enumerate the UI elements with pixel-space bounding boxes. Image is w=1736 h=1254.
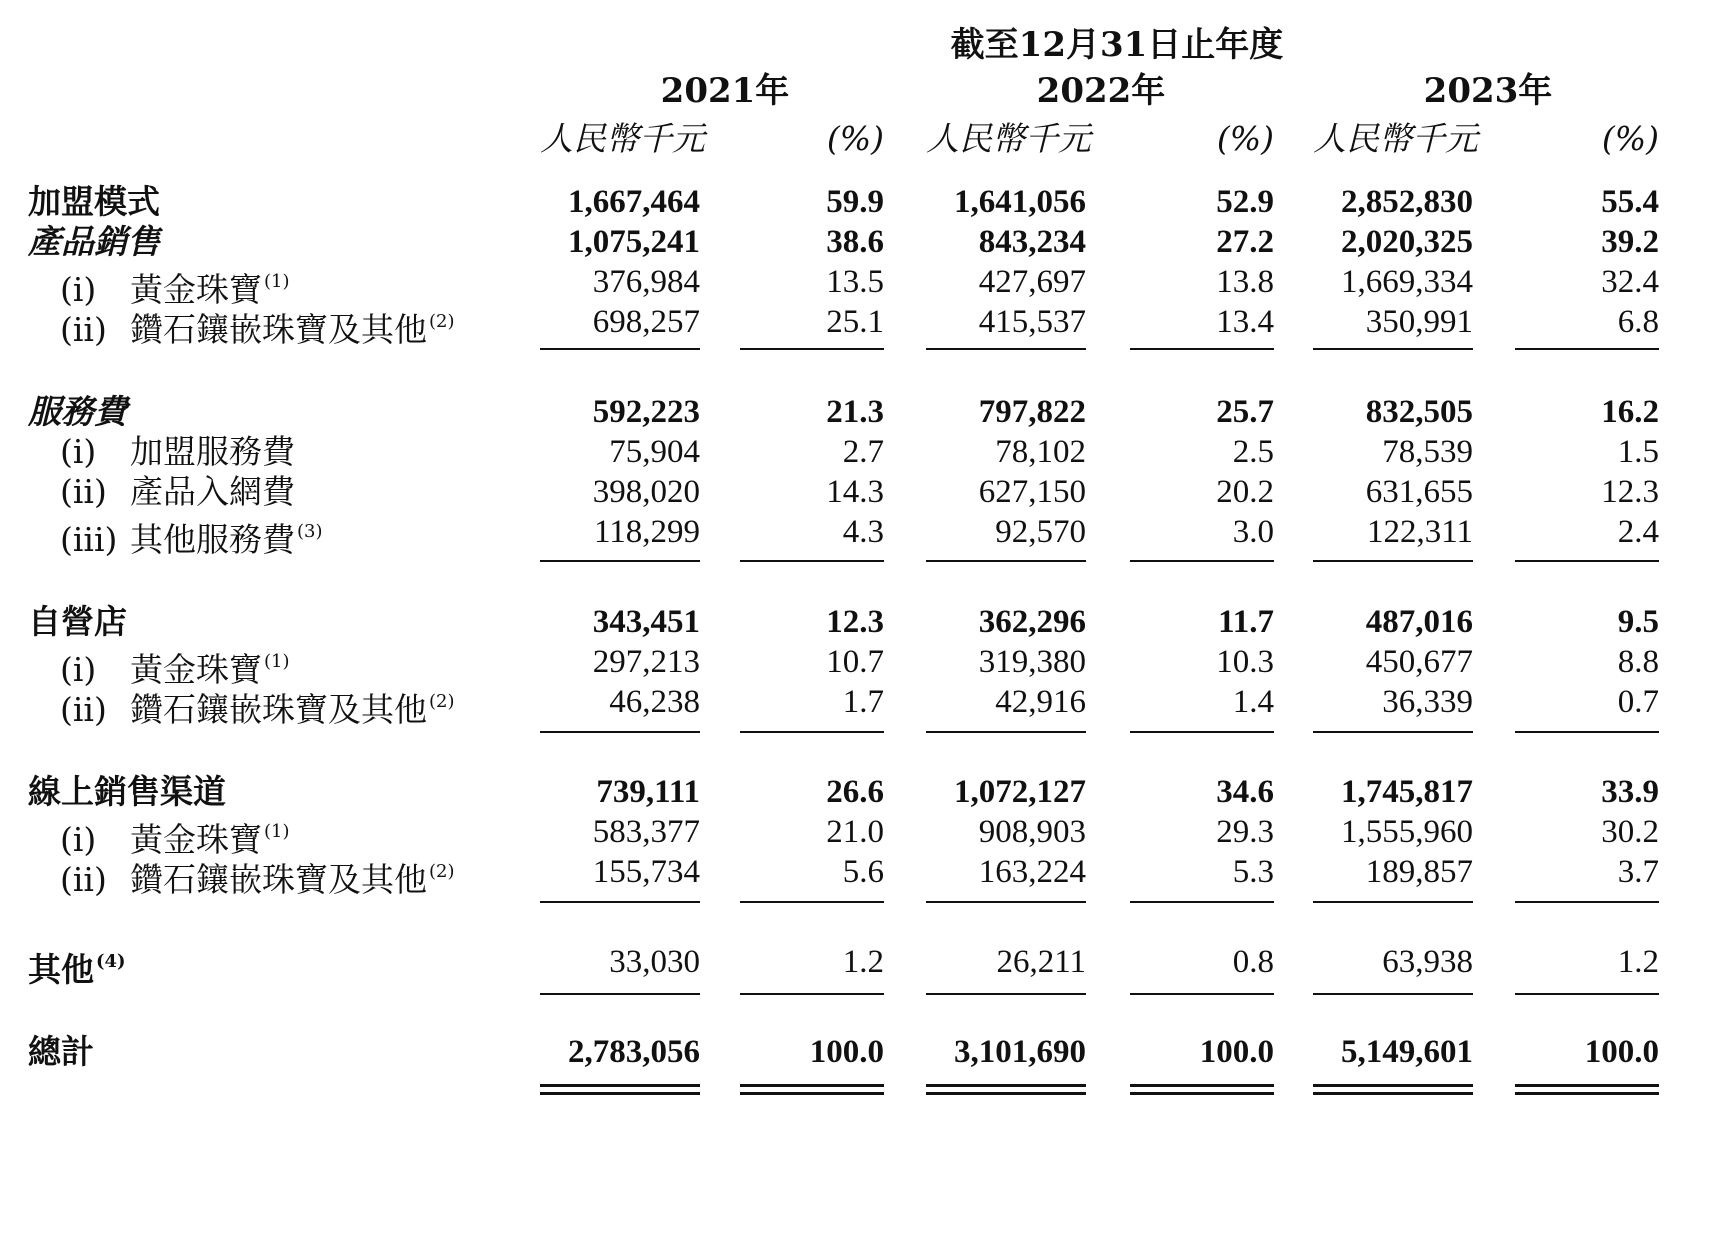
row-label-text: 自營店 xyxy=(28,602,127,641)
underline-rule xyxy=(1515,901,1659,903)
percent-cell: 59.9 xyxy=(826,184,884,220)
row-label-text: 服務費 xyxy=(28,392,127,431)
row-label-text: 加盟模式 xyxy=(28,182,160,221)
percent-cell: 0.7 xyxy=(1617,684,1659,720)
row-label-text: 產品入網費 xyxy=(130,472,295,511)
amount-cell: 26,211 xyxy=(996,944,1086,980)
underline-rule xyxy=(540,560,700,562)
row-label xyxy=(28,390,127,434)
percent-cell: 2.4 xyxy=(1617,514,1659,550)
table-row xyxy=(0,220,1736,264)
amount-cell: 118,299 xyxy=(593,514,700,550)
amount-cell: 33,030 xyxy=(609,944,700,980)
amount-cell: 376,984 xyxy=(592,264,700,300)
percent-cell: 6.8 xyxy=(1617,304,1659,340)
total-double-rule xyxy=(740,1084,884,1095)
underline-rule xyxy=(1515,993,1659,995)
underline-rule xyxy=(1313,993,1473,995)
amount-cell: 487,016 xyxy=(1365,604,1473,640)
percent-cell: 21.0 xyxy=(826,814,884,850)
amount-cell: 1,555,960 xyxy=(1341,814,1473,850)
row-label xyxy=(28,940,126,992)
row-label-text: 黃金珠寶 xyxy=(130,820,262,859)
underline-rule xyxy=(1313,901,1473,903)
percent-cell: 5.6 xyxy=(842,854,884,890)
table-row xyxy=(0,1030,1736,1074)
row-label-text: 總計 xyxy=(28,1032,94,1071)
total-double-rule xyxy=(1515,1084,1659,1095)
amount-cell: 450,677 xyxy=(1365,644,1473,680)
amount-cell: 155,734 xyxy=(592,854,700,890)
underline-rule xyxy=(926,993,1086,995)
percent-cell: 34.6 xyxy=(1216,774,1274,810)
table-row xyxy=(0,180,1736,224)
underline-rule xyxy=(926,560,1086,562)
percent-cell: 8.8 xyxy=(1617,644,1659,680)
total-double-rule xyxy=(926,1084,1086,1095)
percent-cell: 52.9 xyxy=(1216,184,1274,220)
amount-cell: 2,020,325 xyxy=(1341,224,1473,260)
row-label xyxy=(60,680,455,732)
amount-cell: 319,380 xyxy=(978,644,1086,680)
percent-cell: 13.4 xyxy=(1216,304,1274,340)
amount-cell: 42,916 xyxy=(995,684,1086,720)
percent-cell: 5.3 xyxy=(1232,854,1274,890)
table-row xyxy=(0,430,1736,474)
amount-cell: 592,223 xyxy=(592,394,700,430)
amount-cell: 427,697 xyxy=(978,264,1086,300)
row-label-text: 產品銷售 xyxy=(28,222,160,261)
row-marker: (i) xyxy=(60,820,97,859)
underline-rule xyxy=(926,731,1086,733)
amount-cell: 631,655 xyxy=(1365,474,1473,510)
footnote-ref: (4) xyxy=(96,951,126,972)
footnote-ref: (1) xyxy=(264,651,290,672)
underline-rule xyxy=(1130,993,1274,995)
row-label-text: 線上銷售渠道 xyxy=(28,772,226,811)
table-row xyxy=(0,600,1736,644)
row-marker: (ii) xyxy=(60,310,107,349)
table-row xyxy=(0,770,1736,814)
percent-cell: 1.7 xyxy=(842,684,884,720)
row-label-text: 黃金珠寶 xyxy=(130,270,262,309)
amount-cell: 343,451 xyxy=(592,604,700,640)
unit-amount-2023: 人民幣千元 xyxy=(1313,119,1478,158)
amount-cell: 1,072,127 xyxy=(954,774,1086,810)
row-label xyxy=(28,770,226,814)
amount-cell: 36,339 xyxy=(1382,684,1473,720)
percent-cell: 27.2 xyxy=(1216,224,1274,260)
unit-amount-2022: 人民幣千元 xyxy=(926,119,1091,158)
total-double-rule xyxy=(1313,1084,1473,1095)
amount-cell: 3,101,690 xyxy=(954,1034,1086,1070)
amount-cell: 350,991 xyxy=(1365,304,1473,340)
underline-rule xyxy=(1130,560,1274,562)
amount-cell: 1,667,464 xyxy=(568,184,700,220)
underline-rule xyxy=(740,901,884,903)
percent-cell: 13.8 xyxy=(1216,264,1274,300)
amount-cell: 78,539 xyxy=(1382,434,1473,470)
underline-rule xyxy=(540,731,700,733)
percent-cell: 20.2 xyxy=(1216,474,1274,510)
amount-cell: 1,641,056 xyxy=(954,184,1086,220)
amount-cell: 78,102 xyxy=(995,434,1086,470)
amount-cell: 843,234 xyxy=(978,224,1086,260)
table-row xyxy=(0,680,1736,729)
percent-cell: 100.0 xyxy=(1199,1034,1274,1070)
year-2022-heading: 2022年 xyxy=(1036,71,1166,111)
row-label xyxy=(60,850,455,902)
percent-cell: 2.5 xyxy=(1232,434,1274,470)
table-row xyxy=(0,850,1736,899)
unit-percent-2022: (%) xyxy=(1216,119,1274,158)
row-label-text: 鑽石鑲嵌珠寶及其他 xyxy=(130,860,427,899)
total-double-rule xyxy=(540,1084,700,1095)
percent-cell: 11.7 xyxy=(1218,604,1274,640)
row-marker: (i) xyxy=(60,432,97,471)
percent-cell: 38.6 xyxy=(826,224,884,260)
row-label xyxy=(60,470,295,514)
amount-cell: 1,075,241 xyxy=(568,224,700,260)
percent-cell: 33.9 xyxy=(1601,774,1659,810)
period-title: 截至12月31日止年度 xyxy=(950,25,1284,65)
percent-cell: 3.7 xyxy=(1617,854,1659,890)
row-label xyxy=(60,510,323,562)
row-label-text: 其他服務費 xyxy=(130,520,295,559)
percent-cell: 2.7 xyxy=(842,434,884,470)
amount-cell: 63,938 xyxy=(1382,944,1473,980)
row-marker: (iii) xyxy=(60,520,118,559)
underline-rule xyxy=(540,993,700,995)
percent-cell: 100.0 xyxy=(1584,1034,1659,1070)
row-marker: (i) xyxy=(60,270,97,309)
table-row xyxy=(0,390,1736,434)
amount-cell: 1,745,817 xyxy=(1341,774,1473,810)
unit-percent-2023: (%) xyxy=(1601,119,1659,158)
underline-rule xyxy=(740,731,884,733)
underline-rule xyxy=(926,901,1086,903)
percent-cell: 1.2 xyxy=(1617,944,1659,980)
amount-cell: 189,857 xyxy=(1365,854,1473,890)
amount-cell: 398,020 xyxy=(592,474,700,510)
percent-cell: 25.7 xyxy=(1216,394,1274,430)
amount-cell: 739,111 xyxy=(596,774,700,810)
percent-cell: 13.5 xyxy=(826,264,884,300)
amount-cell: 2,852,830 xyxy=(1341,184,1473,220)
underline-rule xyxy=(540,348,700,350)
year-2021-heading: 2021年 xyxy=(660,71,790,111)
row-marker: (ii) xyxy=(60,472,107,511)
percent-cell: 16.2 xyxy=(1601,394,1659,430)
row-label xyxy=(28,600,127,644)
percent-cell: 10.7 xyxy=(826,644,884,680)
amount-cell: 362,296 xyxy=(978,604,1086,640)
amount-cell: 583,377 xyxy=(592,814,700,850)
percent-cell: 9.5 xyxy=(1617,604,1659,640)
percent-cell: 25.1 xyxy=(826,304,884,340)
row-label-text: 鑽石鑲嵌珠寶及其他 xyxy=(130,690,427,729)
row-label xyxy=(28,1030,94,1074)
percent-cell: 1.5 xyxy=(1617,434,1659,470)
underline-rule xyxy=(1313,348,1473,350)
footnote-ref: (3) xyxy=(297,521,323,542)
amount-cell: 797,822 xyxy=(978,394,1086,430)
footnote-ref: (2) xyxy=(429,311,455,332)
row-label xyxy=(60,430,295,474)
percent-cell: 55.4 xyxy=(1601,184,1659,220)
percent-cell: 1.2 xyxy=(842,944,884,980)
amount-cell: 627,150 xyxy=(978,474,1086,510)
unit-percent-2021: (%) xyxy=(826,119,884,158)
row-marker: (ii) xyxy=(60,690,107,729)
footnote-ref: (2) xyxy=(429,691,455,712)
percent-cell: 32.4 xyxy=(1601,264,1659,300)
amount-cell: 75,904 xyxy=(609,434,700,470)
table-row xyxy=(0,810,1736,859)
underline-rule xyxy=(740,560,884,562)
amount-cell: 297,213 xyxy=(592,644,700,680)
underline-rule xyxy=(1313,560,1473,562)
percent-cell: 3.0 xyxy=(1232,514,1274,550)
percent-cell: 26.6 xyxy=(826,774,884,810)
row-label xyxy=(28,220,160,264)
row-marker: (i) xyxy=(60,650,97,689)
row-label-text: 其他 xyxy=(28,950,94,989)
underline-rule xyxy=(1130,731,1274,733)
percent-cell: 29.3 xyxy=(1216,814,1274,850)
row-label xyxy=(28,180,160,224)
total-double-rule xyxy=(1130,1084,1274,1095)
table-row xyxy=(0,940,1736,989)
amount-cell: 415,537 xyxy=(978,304,1086,340)
footnote-ref: (1) xyxy=(264,821,290,842)
table-row xyxy=(0,640,1736,689)
table-row xyxy=(0,510,1736,559)
percent-cell: 100.0 xyxy=(809,1034,884,1070)
percent-cell: 1.4 xyxy=(1232,684,1274,720)
amount-cell: 2,783,056 xyxy=(568,1034,700,1070)
underline-rule xyxy=(1130,901,1274,903)
unit-amount-2021: 人民幣千元 xyxy=(540,119,705,158)
table-row xyxy=(0,260,1736,309)
percent-cell: 30.2 xyxy=(1601,814,1659,850)
underline-rule xyxy=(540,901,700,903)
row-marker: (ii) xyxy=(60,860,107,899)
underline-rule xyxy=(1515,731,1659,733)
underline-rule xyxy=(740,993,884,995)
table-row xyxy=(0,470,1736,514)
percent-cell: 10.3 xyxy=(1216,644,1274,680)
underline-rule xyxy=(1515,348,1659,350)
amount-cell: 1,669,334 xyxy=(1341,264,1473,300)
percent-cell: 14.3 xyxy=(826,474,884,510)
amount-cell: 908,903 xyxy=(978,814,1086,850)
amount-cell: 122,311 xyxy=(1366,514,1473,550)
amount-cell: 5,149,601 xyxy=(1341,1034,1473,1070)
row-label xyxy=(60,300,455,352)
footnote-ref: (2) xyxy=(429,861,455,882)
amount-cell: 832,505 xyxy=(1365,394,1473,430)
amount-cell: 698,257 xyxy=(592,304,700,340)
percent-cell: 21.3 xyxy=(826,394,884,430)
amount-cell: 163,224 xyxy=(978,854,1086,890)
underline-rule xyxy=(740,348,884,350)
table-row xyxy=(0,300,1736,349)
underline-rule xyxy=(1313,731,1473,733)
percent-cell: 0.8 xyxy=(1232,944,1274,980)
percent-cell: 39.2 xyxy=(1601,224,1659,260)
row-label-text: 加盟服務費 xyxy=(130,432,295,471)
percent-cell: 12.3 xyxy=(826,604,884,640)
underline-rule xyxy=(1130,348,1274,350)
row-label-text: 黃金珠寶 xyxy=(130,650,262,689)
underline-rule xyxy=(1515,560,1659,562)
percent-cell: 12.3 xyxy=(1601,474,1659,510)
amount-cell: 46,238 xyxy=(609,684,700,720)
row-label-text: 鑽石鑲嵌珠寶及其他 xyxy=(130,310,427,349)
amount-cell: 92,570 xyxy=(995,514,1086,550)
year-2023-heading: 2023年 xyxy=(1423,71,1553,111)
footnote-ref: (1) xyxy=(264,271,290,292)
underline-rule xyxy=(926,348,1086,350)
percent-cell: 4.3 xyxy=(842,514,884,550)
